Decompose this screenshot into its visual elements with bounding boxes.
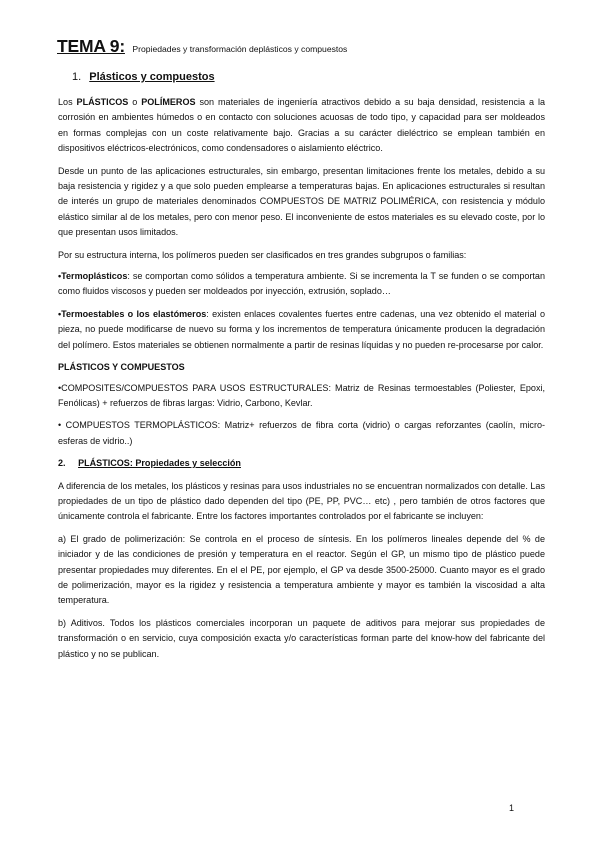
termoplasticos-text: : se comportan como sólidos a temperatura ambiente. Si se incrementa la T se funden o se comportan como fluidos viscosos y pueden ser moldeados por inyección, extrusión, soplado… <box>58 271 545 297</box>
termoplasticos-label: •Termoplásticos <box>58 271 128 282</box>
paragraph-8: A diferencia de los metales, los plásticos y resinas para usos industriales no se encuentran normalizados con detalle. Las propiedades de un tipo de plástico dado dependen del tipo (PE, PP, PVC… etc) , pero también de otros factores que únicamente controla el fabricante. Entre los factores importantes controlados por el fabricante se incluyen: <box>58 480 545 522</box>
paragraph-aditivos: b) Aditivos. Todos los plásticos comerciales incorporan un paquete de aditivos para mejorar sus propiedades de transformación o en servicio, cuya composición exacta y/o características forman parte del know-how del fabricante del plástico y no se publican. <box>58 617 545 659</box>
p1-text-a: Los <box>58 97 77 107</box>
page-number: 1 <box>509 803 515 813</box>
section-2-number: 2. <box>58 458 66 469</box>
paragraph-grado-polimerizacion: a) El grado de polimerización: Se controla en el proceso de síntesis. En los polímeros lineales depende del % de iniciador y de las condiciones de presión y temperatura en el reactor. Según el GP, un mismo tipo de plástico puede presentar propiedades muy diferentes. En el el PE, por ejemplo, el GP va desde 3500-25000. Cuanto mayor es el grado de polimerización, mayor es la rigidez y resistencia a temperatura ambiente y mayor es también la viscosidad a alta temperatura. <box>58 533 545 606</box>
section-1-title: Plásticos y compuestos <box>89 71 215 83</box>
termoestables-text: : existen enlaces covalentes fuertes entre cadenas, una vez obtenido el material o pieza, no puede modificarse de nuevo su forma y los incrementos de temperatura únicamente producen la degradación del polímero. Estos materiales se obtienen normalmente a partir de resinas líquidas y no pueden re-procesarse por calor. <box>58 308 546 350</box>
p1-bold-plasticos: PLÁSTICOS <box>76 97 129 107</box>
p1-text-e: son materiales de ingeniería atractivos debido a su baja densidad, resistencia a la corrosión en ambientes húmedos o en contacto con soluciones acuosas de todo tipo, y capacidad para ser moldeados en formas complejas con un coste relativamente bajo. Gracias a su carácter dieléctrico se emplean también en dispositivos eléctricos-electrónicos, como condensadores o aislamiento eléctrico. <box>58 97 545 154</box>
paragraph-termoestables <box>58 307 545 353</box>
paragraph-3: Por su estructura interna, los polímeros pueden ser clasificados en tres grandes subgrupos o familias: <box>58 249 467 260</box>
heading-plasticos-compuestos-text: PLÁSTICOS Y COMPUESTOS <box>58 362 185 373</box>
section-1-number: 1. <box>72 71 82 83</box>
paragraph-termoplasticos-compuestos: • COMPUESTOS TERMOPLÁSTICOS: Matriz+ refuerzos de fibra corta (vidrio) o cargas reforzantes (caolín, micro-esferas de vidrio..) <box>58 420 545 446</box>
document-title <box>57 36 347 57</box>
section-2-title: PLÁSTICOS: Propiedades y selección <box>78 458 241 469</box>
document-body <box>58 95 545 669</box>
paragraph-termoplasticos <box>58 269 545 300</box>
section-1-heading <box>72 71 215 83</box>
termoestables-label: •Termoestables o los elastómeros <box>58 308 207 319</box>
heading-plasticos-compuestos <box>58 360 545 375</box>
paragraph-1 <box>58 95 545 157</box>
paragraph-composites: •COMPOSITES/COMPUESTOS PARA USOS ESTRUCTURALES: Matriz de Resinas termoestables (Poliester, Epoxi, Fenólicas) + refuerzos de fibras largas: Vidrio, Carbono, Kevlar. <box>58 382 545 408</box>
paragraph-2: Desde un punto de las aplicaciones estructurales, sin embargo, presentan limitaciones frente los metales, debido a su baja resistencia y rigidez y a que solo pueden emplearse a temperaturas bajas. En aplicaciones estructurales si resultan de interés un grupo de materiales denominados COMPUESTOS DE MATRIZ POLIMÉRICA, con resistencia y módulo elástico similar al de los metales, pero con menor peso. El inconveniente de estos materiales es su elevado coste, por lo que presentan usos limitados. <box>58 165 545 238</box>
tema-subtitle: Propiedades y transformación deplásticos y compuestos <box>132 44 348 54</box>
section-2-heading <box>58 456 545 471</box>
tema-label: TEMA 9: <box>57 36 125 56</box>
p1-text-c: o <box>128 97 142 107</box>
p1-bold-polimeros: POLÍMEROS <box>141 97 196 107</box>
